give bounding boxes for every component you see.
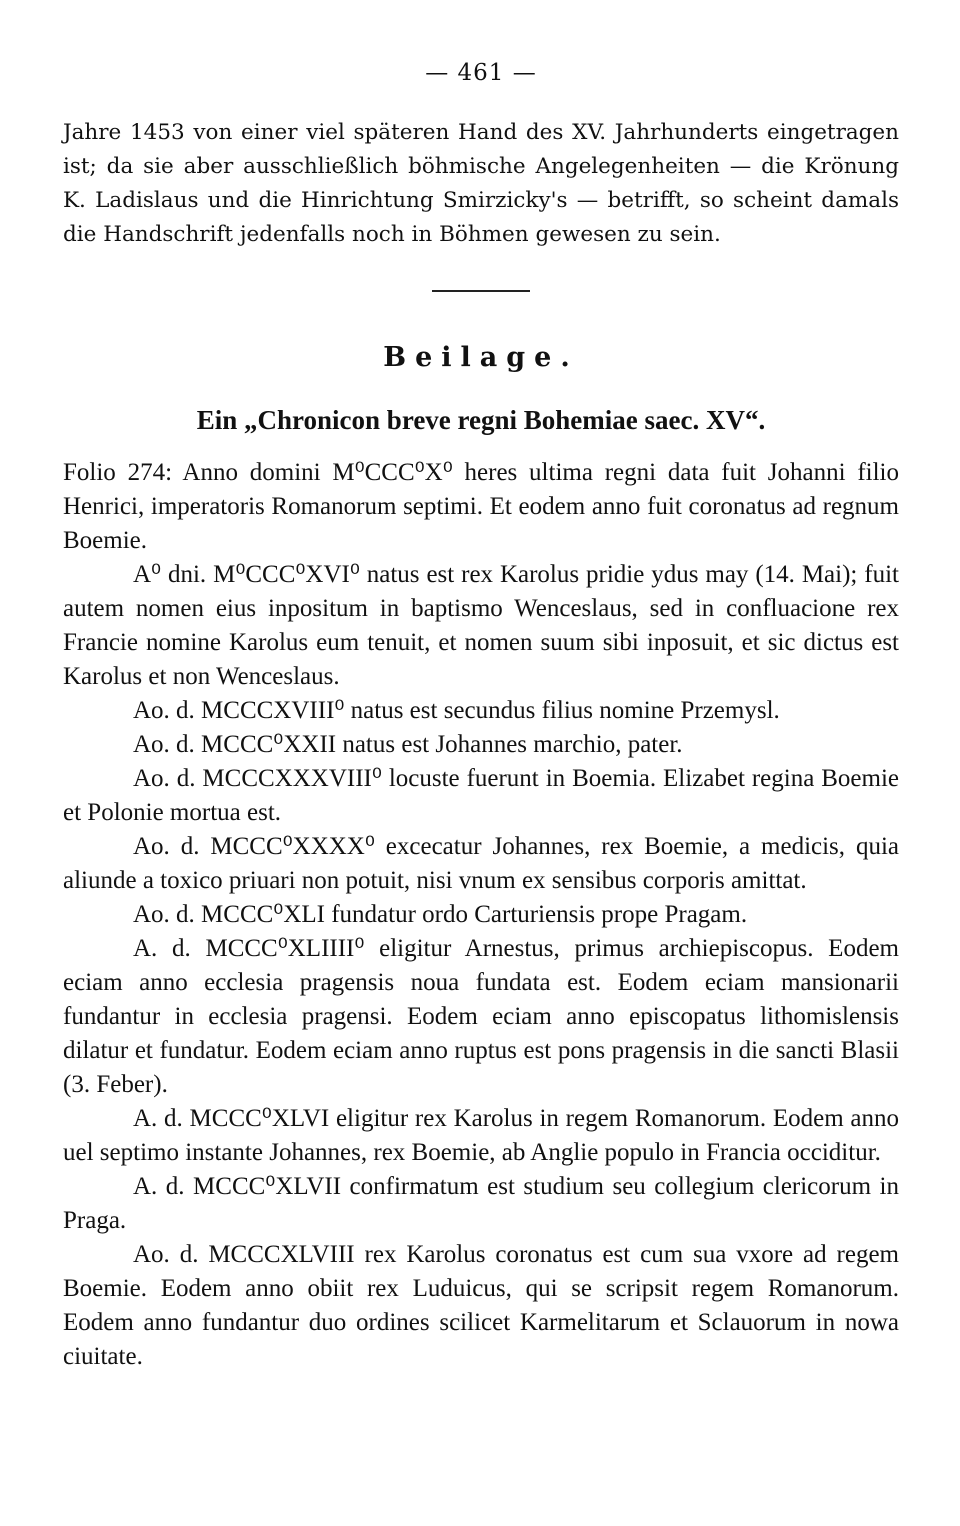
chronicle-paragraph: Ao. d. MCCCXVIII⁰ natus est secundus filius nomine Przemysl. — [133, 697, 780, 724]
section-subtitle: Ein „Chronicon breve regni Bohemiae saec. XV“. — [196, 405, 766, 435]
chronicle-paragraph: Ao. d. MCCC⁰XLI fundatur ordo Carturiensis prope Pragam. — [133, 901, 748, 928]
chronicle-paragraph: Ao. d. MCCC⁰XXII natus est Johannes marchio, pater. — [133, 731, 683, 758]
chronicle-paragraph: A⁰ dni. M⁰CCC⁰XVI⁰ natus est rex Karolus pridie ydus may (14. Mai); fuit autem nomen eius inpositum in baptismo Wenceslaus, sed in confluacione rex Francie nomine Karolus eum tenuit, et nomen suum sibi inposuit, et sic dictus est Karolus et non Wenceslaus. — [63, 561, 899, 690]
chronicle-paragraph: Folio 274: Anno domini M⁰CCC⁰X⁰ heres ultima regni data fuit Johanni filio Henrici, imperatoris Romanorum septimi. Et eodem anno fuit coronatus ad regnum Boemie. — [63, 459, 899, 554]
chronicle-paragraph: A. d. MCCC⁰XLVII confirmatum est studium seu collegium clericorum in Praga. — [63, 1173, 899, 1234]
intro-paragraph: Jahre 1453 von einer viel späteren Hand des XV. Jahrhunderts eingetragen ist; da sie aber ausschließlich böhmische Angelegenheiten — die Krönung K. Ladislaus und die Hinrichtung Smirzicky's — betrifft, so scheint damals die Handschrift jedenfalls noch in Böhmen gewesen zu sein. — [63, 120, 899, 247]
section-heading: Beilage. — [383, 342, 579, 373]
chronicle-paragraph: Ao. d. MCCCXLVIII rex Karolus coronatus est cum sua vxore ad regem Boemie. Eodem anno obiit rex Luduicus, qui se scripsit regem Romanorum. Eodem anno fundantur duo ordines scilicet Karmelitarum et Sclauorum in nowa ciuitate. — [63, 1241, 899, 1370]
section-divider — [432, 290, 530, 292]
chronicle-text — [63, 456, 899, 1374]
chronicle-paragraph: A. d. MCCC⁰XLIIII⁰ eligitur Arnestus, primus archiepiscopus. Eodem eciam anno ecclesia pragensis noua fundata est. Eodem eciam mansionarii fundantur in ecclesia pragensi. Eodem eciam anno episcopatus lithomislensis dilatur et fundatur. Eodem eciam anno ruptus est pons pragensis in die sancti Blasii (3. Feber). — [63, 935, 899, 1098]
chronicle-paragraph: Ao. d. MCCCXXXVIII⁰ locuste fuerunt in Boemia. Elizabet regina Boemie et Polonie mortua est. — [63, 765, 899, 826]
chronicle-paragraph: Ao. d. MCCC⁰XXXX⁰ excecatur Johannes, rex Boemie, a medicis, quia aliunde a toxico priuari non potuit, nisi vnum ex sensibus corporis amittat. — [63, 833, 899, 894]
page-number: — 461 — — [425, 60, 537, 86]
chronicle-paragraph: A. d. MCCC⁰XLVI eligitur rex Karolus in regem Romanorum. Eodem anno uel septimo instante Johannes, rex Boemie, ab Anglie populo in Francia occiditur. — [63, 1105, 899, 1166]
